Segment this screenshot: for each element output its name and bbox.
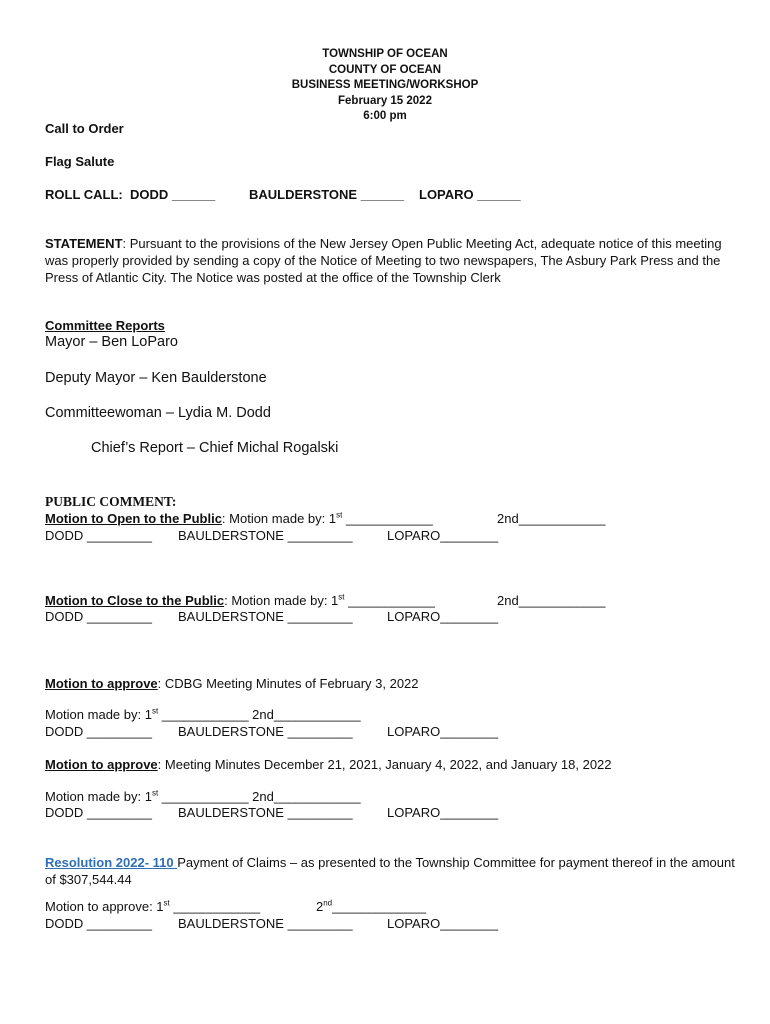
- second-label: 2: [316, 899, 324, 914]
- approve-cdbg-text: : CDBG Meeting Minutes of February 3, 2022: [157, 676, 419, 691]
- report-chief: Chief’s Report – Chief Michal Rogalski: [91, 440, 339, 456]
- first-sup: st: [338, 592, 345, 602]
- motion-blanks: ____________ 2nd____________: [158, 789, 361, 804]
- statement-paragraph: [45, 235, 735, 286]
- header-time: 6:00 pm: [363, 110, 407, 122]
- approve-cdbg-line: [45, 676, 419, 691]
- first-sup: st: [336, 510, 343, 520]
- public-comment-heading: PUBLIC COMMENT:: [45, 494, 177, 509]
- approve-minutes-text: : Meeting Minutes December 21, 2021, January 4, 2022, and January 18, 2022: [157, 757, 612, 772]
- first-sup: st: [151, 788, 159, 798]
- header-county: COUNTY OF OCEAN: [328, 63, 442, 76]
- header-date: February 15 2022: [338, 94, 432, 107]
- motion-made-by: Motion made by: 1: [45, 789, 152, 804]
- first-sup: st: [163, 898, 170, 908]
- resolution-paragraph: [45, 854, 735, 888]
- motion-open-second: 2nd____________: [497, 511, 606, 526]
- motion-close-line: [45, 593, 435, 608]
- motion-blanks: ____________ 2nd____________: [158, 707, 361, 722]
- motion-open-label: Motion to Open to the Public: [45, 511, 222, 526]
- motion-close-text: : Motion made by: 1: [224, 593, 339, 608]
- vote-baulderstone: BAULDERSTONE _________: [178, 609, 353, 624]
- roll-call-baulderstone: BAULDERSTONE ______: [249, 187, 405, 202]
- approve-minutes-line: [45, 757, 612, 772]
- roll-call-line: [45, 187, 215, 202]
- first-blank: ____________: [169, 899, 261, 914]
- vote-dodd: DODD _________: [45, 609, 152, 624]
- resolution-link[interactable]: Resolution 2022- 110: [45, 855, 178, 870]
- resolution-second: [316, 899, 426, 914]
- vote-baulderstone: BAULDERSTONE _________: [178, 724, 353, 739]
- approve-minutes-label: Motion to approve: [45, 757, 158, 772]
- header-township: TOWNSHIP OF OCEAN: [322, 48, 448, 60]
- vote-dodd: DODD _________: [45, 805, 152, 820]
- committee-reports-heading: Committee Reports: [45, 318, 165, 333]
- first-sup: st: [151, 706, 159, 716]
- motion-open-text: : Motion made by: 1: [221, 511, 337, 526]
- vote-loparo: LOPARO________: [387, 528, 499, 543]
- agenda-header: [0, 47, 770, 125]
- second-sup: nd: [323, 898, 333, 908]
- vote-loparo: LOPARO________: [387, 916, 499, 931]
- vote-dodd: DODD _________: [45, 916, 152, 931]
- motion-close-label: Motion to Close to the Public: [45, 593, 225, 608]
- vote-baulderstone: BAULDERSTONE _________: [178, 916, 353, 931]
- vote-baulderstone: BAULDERSTONE _________: [178, 528, 353, 543]
- statement-label: STATEMENT: [45, 236, 123, 251]
- motion-open-line: [45, 511, 433, 526]
- approve-cdbg-label: Motion to approve: [45, 676, 158, 691]
- call-to-order: Call to Order: [45, 121, 124, 136]
- resolution-text: Payment of Claims – as presented to the Township Committee for payment thereof in the amount of $307,544.44: [45, 855, 735, 887]
- roll-call-dodd: DODD ______: [129, 187, 216, 202]
- motion-close-second: 2nd____________: [497, 593, 606, 608]
- report-committeewoman: Committeewoman – Lydia M. Dodd: [45, 405, 271, 421]
- motion-to-approve: Motion to approve: 1: [45, 899, 164, 914]
- vote-loparo: LOPARO________: [387, 609, 499, 624]
- vote-dodd: DODD _________: [45, 528, 152, 543]
- vote-loparo: LOPARO________: [387, 805, 499, 820]
- approve-cdbg-motion: [45, 707, 361, 722]
- first-blank: ____________: [342, 511, 433, 526]
- flag-salute: Flag Salute: [45, 154, 115, 169]
- vote-dodd: DODD _________: [45, 724, 152, 739]
- roll-call-loparo: LOPARO ______: [419, 187, 521, 202]
- header-meeting-type: BUSINESS MEETING/WORKSHOP: [291, 79, 479, 91]
- vote-loparo: LOPARO________: [387, 724, 499, 739]
- roll-call-label: ROLL CALL:: [45, 187, 123, 202]
- statement-text: : Pursuant to the provisions of the New Jersey Open Public Meeting Act, adequate notice of this meeting was properly provided by sending a copy of the Notice of Meeting to two newspapers, The Asbury Park Press and the Press of Atlantic City. The Notice was posted at the office of the Township Clerk: [45, 236, 722, 285]
- first-blank: ____________: [344, 593, 435, 608]
- resolution-motion: [45, 899, 260, 914]
- report-mayor: Mayor – Ben LoParo: [45, 334, 178, 350]
- motion-made-by: Motion made by: 1: [45, 707, 152, 722]
- approve-minutes-motion: [45, 789, 361, 804]
- vote-baulderstone: BAULDERSTONE _________: [178, 805, 353, 820]
- second-blank: _____________: [332, 899, 427, 914]
- report-deputy-mayor: Deputy Mayor – Ken Baulderstone: [45, 370, 267, 386]
